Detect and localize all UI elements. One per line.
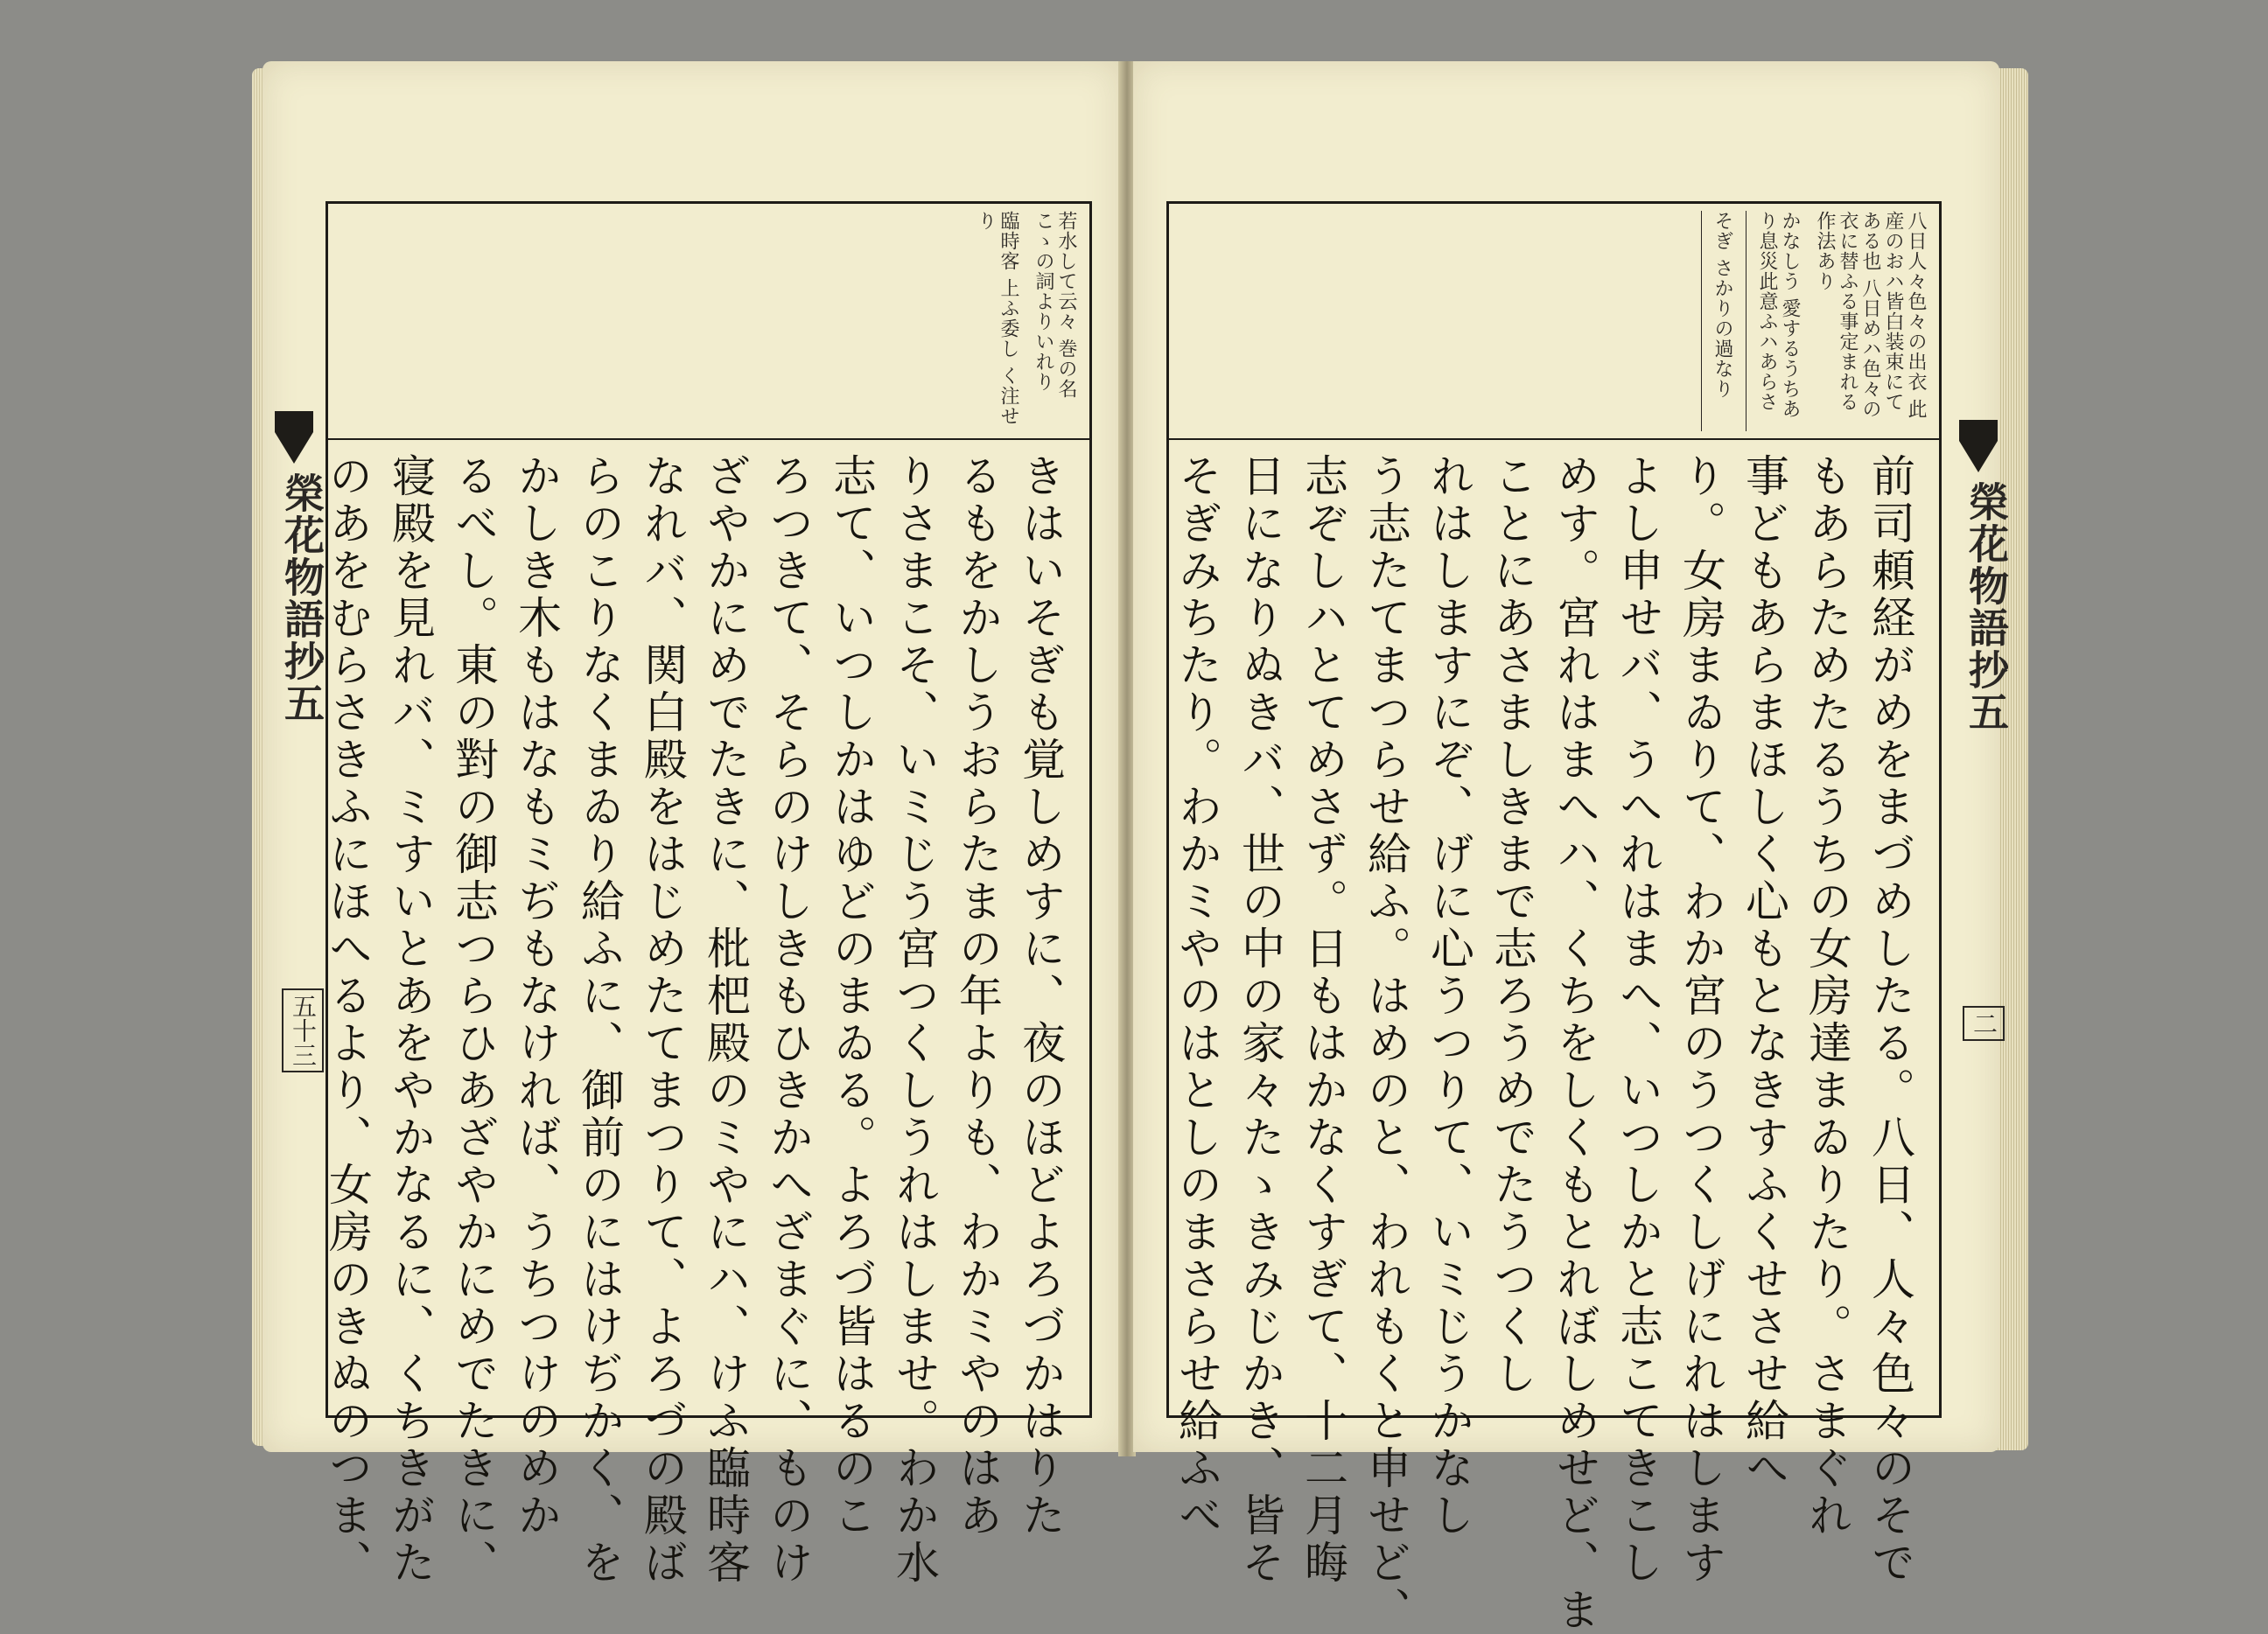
right-spine-title: 榮花物語抄五 <box>1963 481 2010 733</box>
headnote: そぎ さかりの過なり <box>1701 211 1733 431</box>
text-column: かしき木もはなもミぢもなければ、うちつけのめか <box>511 453 562 1540</box>
text-column: なれバ、関白殿をはじめたてまつりて、よろづの殿ば <box>637 453 688 1587</box>
left-folio: 五十三 <box>282 988 324 1072</box>
text-column: めす。宮れはまへハ、くちをしくもとれぼしめせど、ま <box>1550 453 1600 1634</box>
text-column: るもをかしうおらたまの年よりも、わかミやのはあ <box>952 453 1003 1540</box>
right-folio: 二 <box>1963 1006 2005 1041</box>
open-book <box>262 61 2021 1634</box>
headnote: 臨時客 上ふ委し く注せり <box>975 211 1019 426</box>
text-column: ざやかにめでたきに、枇杷殿のミやにハ、けふ臨時客 <box>700 453 751 1587</box>
text-column: もあらためたるうちの女房達まゐりたり。さまぐれ <box>1802 453 1852 1540</box>
left-text-frame <box>322 201 1092 1587</box>
text-column: ろつきて、そらのけしきもひきかへざまぐに、ものけ <box>763 453 814 1587</box>
text-column: そぎみちたり。わかミやのはとしのまさらせ給ふべ <box>1172 453 1222 1540</box>
spine-mark-icon <box>1959 420 1998 472</box>
text-column: よし申せバ、うへれはまへ、いつしかと志こてきこし <box>1613 453 1663 1587</box>
text-column: ことにあさましきまで志ろうめでたうつくし <box>1487 453 1537 1398</box>
text-column: れはしますにぞ、げに心うつりて、いミじうかなし <box>1424 453 1474 1540</box>
text-column: り。女房まゐりて、わか宮のうつくしげにれはします <box>1676 453 1726 1587</box>
text-column: 事どもあらまほしく心もとなきすふくせさせ給へ <box>1739 453 1789 1492</box>
left-main-text <box>322 453 1072 1587</box>
text-column: るべし。東の對の御志つらひあざやかにめでたきに、 <box>448 453 499 1587</box>
text-column: きはいそぎも覚しめすに、夜のほどよろづかはりた <box>1015 453 1066 1540</box>
left-page <box>262 61 1120 1587</box>
headnote: 若水して云々 巻の名こゝの詞よりいれり <box>1032 211 1077 399</box>
right-headnotes <box>1169 204 1939 438</box>
text-column: 前司頼経がめをまづめしたる。八日、人々色々のそで <box>1865 453 1915 1587</box>
right-text-frame <box>1166 201 1942 1634</box>
text-column: 志ぞしハとてめさず。日もはかなくすぎて、十二月晦 <box>1298 453 1348 1587</box>
left-spine-title: 榮花物語抄五 <box>278 472 326 724</box>
text-column: 日になりぬきバ、世の中の家々たゝきみじかき、皆そ <box>1235 453 1285 1587</box>
headnote-rule <box>1169 438 1939 440</box>
headnote: 八日人々色々の出衣 此産のおハ皆白装束にてある也 八日めハ色々の衣に替ふる事定まれる作法あり <box>1814 211 1927 419</box>
text-column: 寝殿を見れバ、ミすいとあをやかなるに、くちきがた <box>385 453 436 1587</box>
text-column: のあをむらさきふにほへるより、女房のきぬのつま、 <box>322 453 373 1587</box>
headnote-rule <box>328 438 1089 440</box>
right-main-text <box>1172 453 1922 1634</box>
spine-mark-icon <box>275 411 313 464</box>
right-page <box>1133 61 2010 1634</box>
text-column: 志て、いつしかはゆどのまゐる。よろづ皆はるのこ <box>826 453 877 1540</box>
text-column: う志たてまつらせ給ふ。はめのと、われもくと申せど、 <box>1361 453 1411 1634</box>
text-column: らのこりなくまゐり給ふに、御前のにはけぢかく、を <box>574 453 625 1587</box>
text-column: りさまこそ、いミじう宮つくしうれはしませ。わか水 <box>889 453 940 1587</box>
left-headnotes <box>328 204 1089 438</box>
headnote: かなしう 愛するうちあり息災此意ふハあらさ <box>1746 211 1801 431</box>
